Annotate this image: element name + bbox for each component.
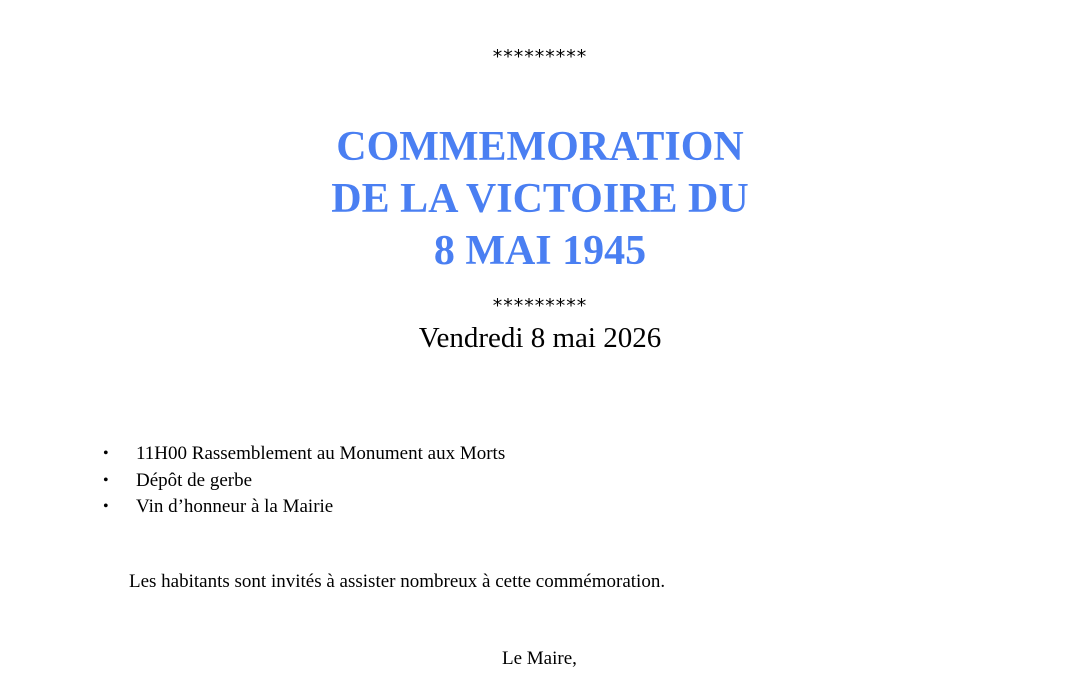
event-date: Vendredi 8 mai 2026 bbox=[418, 322, 662, 354]
program-item-text: Dépôt de gerbe bbox=[136, 469, 253, 491]
program-item bbox=[100, 441, 505, 468]
decorative-separator-middle: ********* bbox=[492, 295, 588, 317]
program-item bbox=[100, 494, 505, 521]
title-line-3: 8 MAI 1945 bbox=[433, 228, 647, 274]
program-list bbox=[100, 441, 505, 521]
bullet-icon: • bbox=[103, 498, 109, 515]
bullet-icon: • bbox=[103, 445, 109, 462]
invitation-text: Les habitants sont invités à assister nombreux à cette commémoration. bbox=[129, 571, 666, 592]
program-item-text: Vin d’honneur à la Mairie bbox=[136, 496, 334, 517]
program-item-text: 11H00 Rassemblement au Monument aux Morts bbox=[136, 443, 506, 464]
document-title bbox=[0, 121, 1080, 277]
title-line-2: DE LA VICTOIRE DU bbox=[331, 176, 749, 222]
decorative-separator-top: ********* bbox=[492, 46, 588, 68]
bullet-icon: • bbox=[103, 471, 109, 489]
signature-title: Le Maire, bbox=[502, 648, 577, 669]
title-line-1: COMMEMORATION bbox=[336, 124, 744, 170]
program-item bbox=[100, 468, 505, 495]
